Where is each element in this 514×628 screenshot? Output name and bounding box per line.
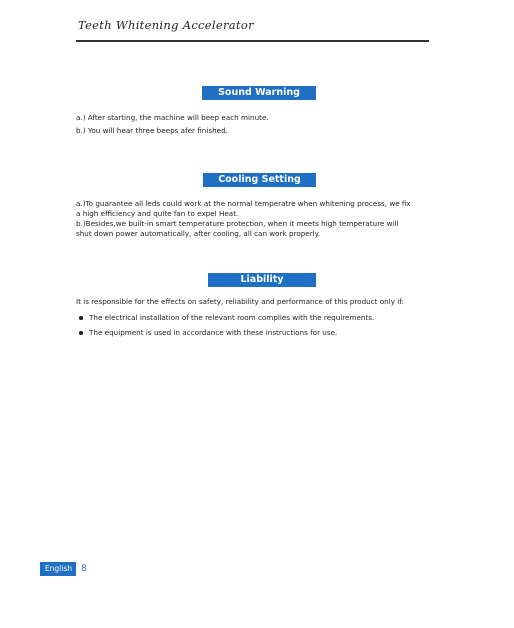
liability-bullet-2: The equipment is used in accordance with these instructions for use. [89, 328, 338, 337]
cooling-setting-line-2: a high efficiency and quite fan to expel Heat. [76, 209, 239, 218]
sound-warning-line-b: b.) You will hear three beeps afer finished. [76, 126, 228, 135]
cooling-setting-line-1: a.)To guarantee all leds could work at the normal temperatre when whitening process, we fix [76, 199, 411, 208]
liability-intro: It is responsible for the effects on safety, reliability and performance of this product only if: [76, 297, 404, 306]
bullet-dot-icon [79, 316, 83, 320]
page-header [76, 14, 429, 42]
liability-bullet-1: The electrical installation of the relevant room complies with the requirements. [89, 313, 375, 322]
cooling-setting-line-3: b.)Besides,we built-in smart temperature protection, when it meets high temperature will [76, 219, 399, 228]
footer-language-badge: English [40, 562, 76, 576]
cooling-setting-line-4: shut down power automatically, after cooling, all can work properly. [76, 229, 321, 238]
section-title-liability: Liability [208, 273, 316, 287]
section-title-sound-warning: Sound Warning [202, 86, 316, 100]
footer-page-number: 8 [81, 564, 87, 574]
bullet-dot-icon [79, 331, 83, 335]
sound-warning-line-a: a.) After starting, the machine will beep each minute. [76, 113, 269, 122]
page-title: Teeth Whitening Accelerator [78, 18, 254, 32]
section-title-cooling-setting: Cooling Setting [203, 173, 316, 187]
